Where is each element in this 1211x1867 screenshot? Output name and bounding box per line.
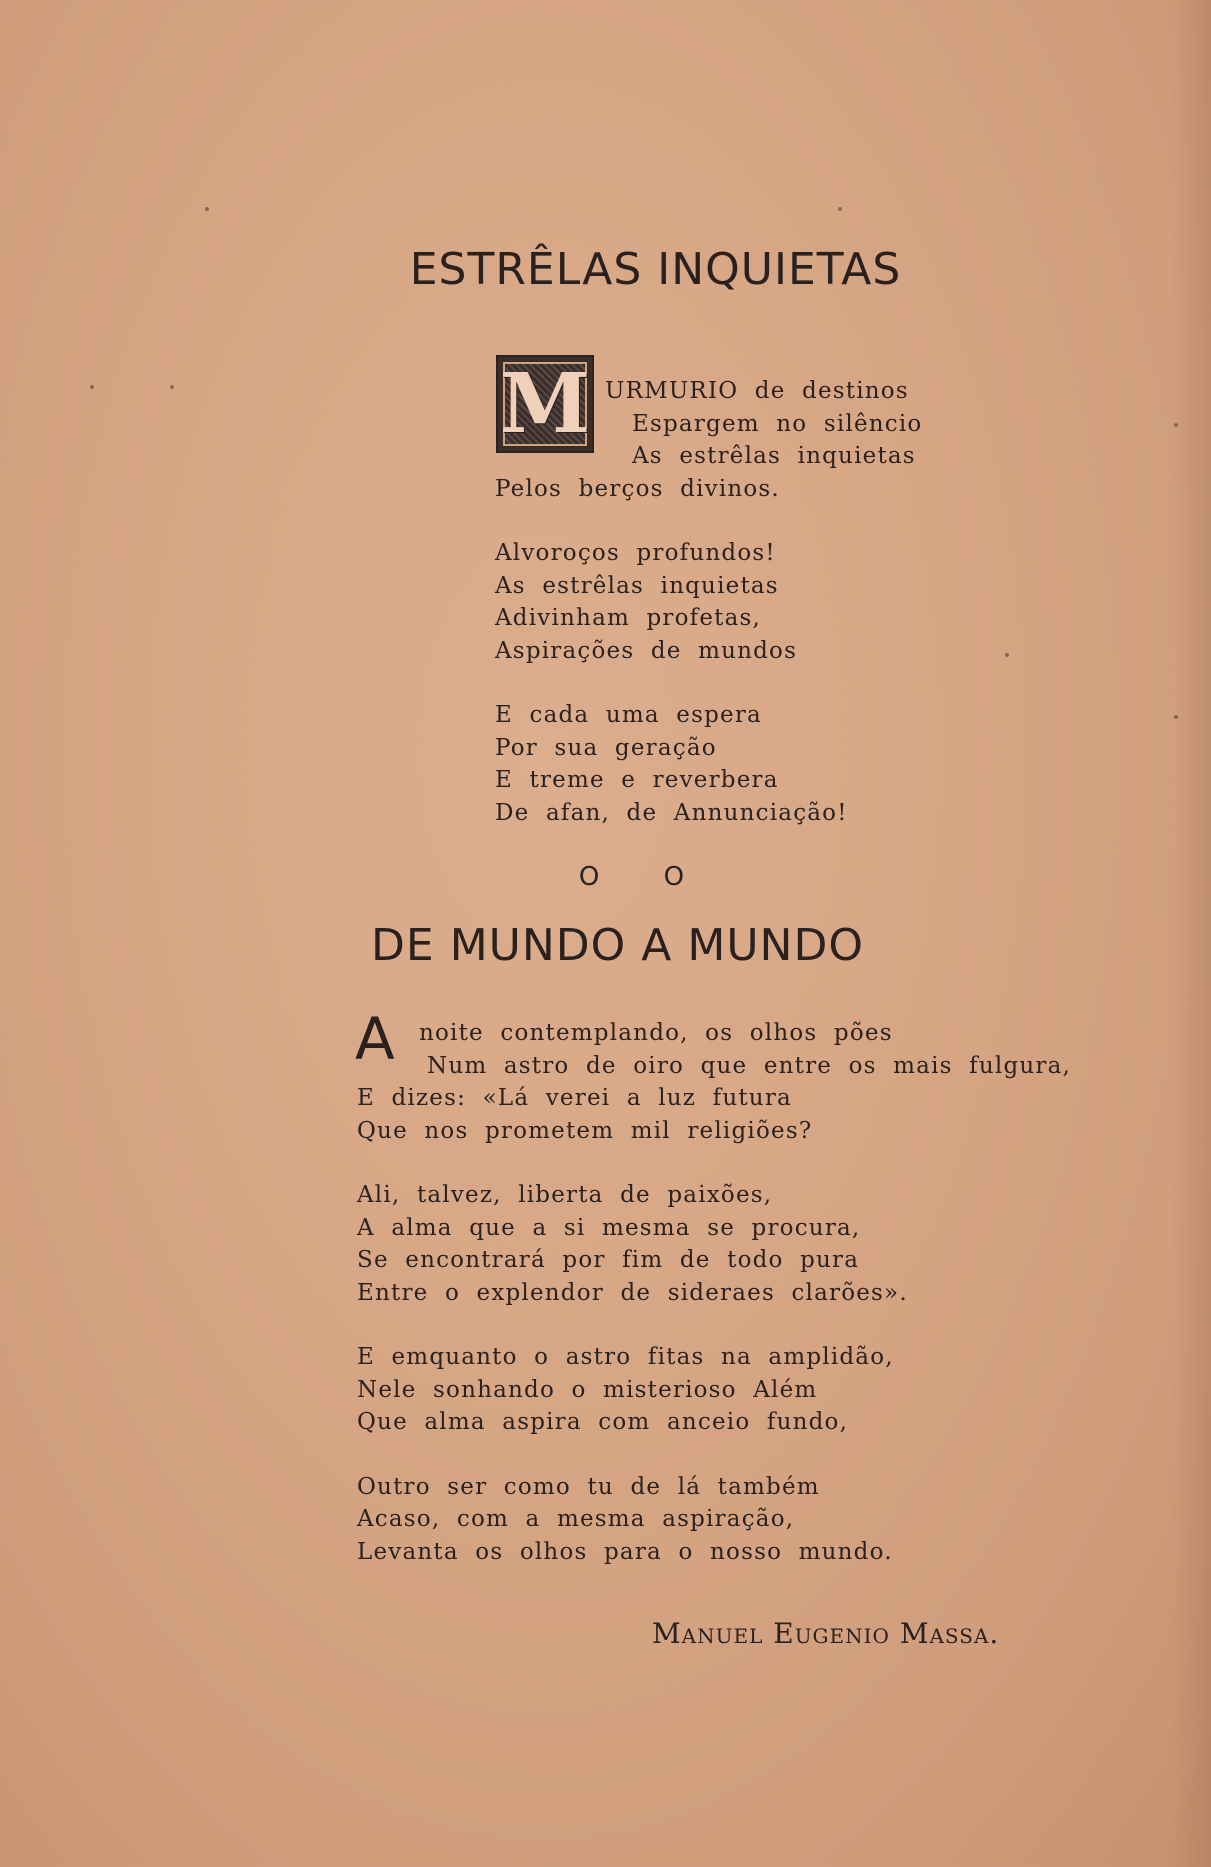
poem2-line: Entre o explendor de sideraes clarões». — [357, 1279, 908, 1306]
poem2-line: Acaso, com a mesma aspiração, — [357, 1506, 795, 1532]
divider-circle-right: O — [663, 862, 685, 892]
poem1-line: Aspirações de mundos — [495, 637, 798, 664]
dropcap-letter-m: M — [499, 356, 591, 452]
poem1-title: ESTRÊLAS INQUIETAS — [409, 244, 902, 295]
stanza-gap — [357, 1147, 1071, 1179]
poem1-line: Alvoroços profundos! — [495, 540, 776, 566]
poem1-line: URMURIO de destinos — [605, 378, 909, 404]
poem2-line: Que alma aspira com anceio fundo, — [357, 1409, 849, 1435]
poem1-line: De afan, de Annunciação! — [495, 799, 848, 826]
poem1-line: As estrêlas inquietas — [495, 572, 779, 599]
poem1-line: Por sua geração — [495, 734, 717, 761]
paper-speck — [1174, 715, 1178, 719]
poem2-line: Ali, talvez, liberta de paixões, — [357, 1182, 773, 1208]
poem2-line: Levanta os olhos para o nosso mundo. — [357, 1538, 893, 1565]
paper-speck — [1174, 423, 1178, 427]
poem2-line: Se encontrará por fim de todo pura — [357, 1247, 860, 1273]
poem2-line: Num astro de oiro que entre os mais fulgura, — [427, 1052, 1072, 1079]
stanza-gap — [495, 667, 922, 699]
dropcap-letter-a: A — [355, 1005, 395, 1073]
paper-speck — [838, 207, 842, 211]
paper-speck — [1005, 653, 1009, 657]
poem2-line: A alma que a si mesma se procura, — [357, 1214, 861, 1241]
poem2-line: E emquanto o astro fitas na amplidão, — [357, 1344, 894, 1370]
paper-speck — [170, 385, 174, 389]
poem1-line: E cada uma espera — [495, 702, 762, 728]
poem1-line: E treme e reverbera — [495, 767, 779, 793]
author-signature: Manuel Eugenio Massa. — [652, 1617, 1000, 1650]
poem1-body — [495, 375, 922, 829]
paper-speck — [90, 385, 94, 389]
divider-circle-left: O — [578, 862, 600, 892]
poem2-title: DE MUNDO A MUNDO — [371, 920, 864, 971]
poem2-line: Que nos prometem mil religiões? — [357, 1117, 813, 1144]
stanza-gap — [357, 1439, 1071, 1471]
poem1-line: Adivinham profetas, — [495, 605, 762, 631]
stanza-gap — [357, 1309, 1071, 1341]
poem2-line: E dizes: «Lá verei a luz futura — [357, 1085, 792, 1111]
poem2-body — [357, 1017, 1071, 1568]
poem1-line: Espargem no silêncio — [632, 410, 923, 437]
poem2-line: Outro ser como tu de lá também — [357, 1473, 820, 1500]
poem2-line: noite contemplando, os olhos pões — [419, 1020, 893, 1046]
section-divider — [0, 862, 1211, 892]
paper-speck — [205, 207, 209, 211]
poem1-line: As estrêlas inquietas — [632, 443, 916, 469]
poem2-line: Nele sonhando o misterioso Além — [357, 1376, 818, 1403]
poem1-line: Pelos berços divinos. — [495, 475, 780, 502]
stanza-gap — [495, 505, 922, 537]
